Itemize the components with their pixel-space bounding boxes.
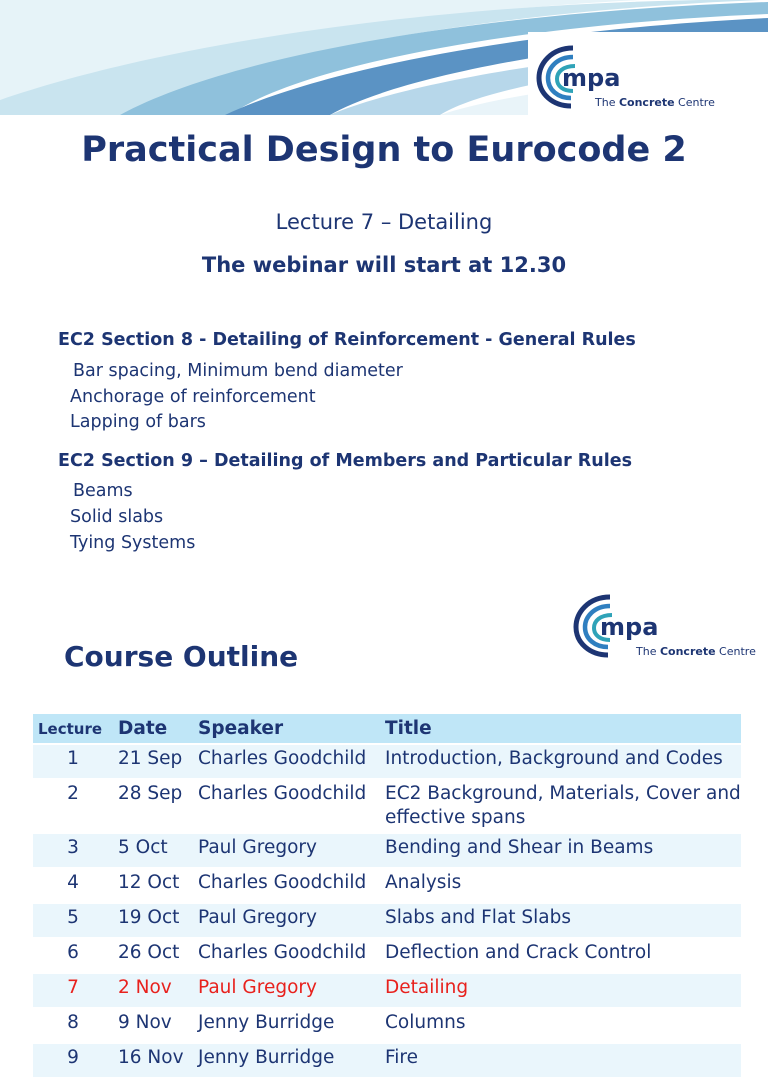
section-item: Beams [73, 481, 133, 501]
table-cell: 7 [33, 974, 113, 1007]
table-cell: 9 [33, 1044, 113, 1077]
logo-tagline: The Concrete Centre [595, 96, 715, 109]
table-cell: 8 [33, 1009, 113, 1042]
table-cell: 2 [33, 780, 113, 832]
table-row [33, 1044, 741, 1077]
table-cell: 9 Nov [113, 1009, 193, 1042]
table-header-row [33, 714, 741, 743]
table-cell: 12 Oct [113, 869, 193, 902]
slide-title: Practical Design to Eurocode 2 [81, 130, 687, 170]
table-cell: Charles Goodchild [193, 745, 380, 778]
table-cell: 1 [33, 745, 113, 778]
table-cell: 4 [33, 869, 113, 902]
table-cell: 16 Nov [113, 1044, 193, 1077]
table-cell: Charles Goodchild [193, 869, 380, 902]
section-item: Tying Systems [70, 533, 196, 553]
logo-brand: mpa [600, 613, 659, 641]
table-cell: Slabs and Flat Slabs [380, 904, 741, 937]
table-cell: Paul Gregory [193, 834, 380, 867]
table-row [33, 834, 741, 867]
table-cell: 5 [33, 904, 113, 937]
table-cell: 5 Oct [113, 834, 193, 867]
table-row [33, 780, 741, 832]
table-cell: 21 Sep [113, 745, 193, 778]
table-row [33, 939, 741, 972]
column-header: Date [113, 714, 193, 743]
table-cell: 3 [33, 834, 113, 867]
table-cell: Paul Gregory [193, 974, 380, 1007]
section-item: Lapping of bars [70, 412, 206, 432]
table-row [33, 745, 741, 778]
column-header: Speaker [193, 714, 380, 743]
lecture-subtitle: Lecture 7 – Detailing [275, 210, 493, 234]
table-cell: Analysis [380, 869, 741, 902]
mpa-logo [574, 593, 764, 663]
table-cell: Columns [380, 1009, 741, 1042]
table-cell: Deflection and Crack Control [380, 939, 741, 972]
table-cell: Jenny Burridge [193, 1009, 380, 1042]
section-item: Anchorage of reinforcement [70, 387, 316, 407]
table-row [33, 904, 741, 937]
logo-brand: mpa [562, 64, 621, 92]
table-cell: Paul Gregory [193, 904, 380, 937]
section-item: Solid slabs [70, 507, 164, 527]
table-cell: Jenny Burridge [193, 1044, 380, 1077]
table-cell: Bending and Shear in Beams [380, 834, 741, 867]
table-cell: EC2 Background, Materials, Cover and effective spans [380, 780, 741, 832]
course-outline-table [33, 712, 741, 1079]
table-row [33, 974, 741, 1007]
section-item: Bar spacing, Minimum bend diameter [73, 361, 403, 381]
table-cell: Charles Goodchild [193, 939, 380, 972]
table-cell: Detailing [380, 974, 741, 1007]
section-heading: EC2 Section 9 – Detailing of Members and Particular Rules [58, 451, 633, 471]
table-cell: 6 [33, 939, 113, 972]
table-row [33, 869, 741, 902]
mpa-logo [537, 44, 757, 114]
logo-tagline: The Concrete Centre [636, 645, 756, 658]
table-cell: 2 Nov [113, 974, 193, 1007]
table-cell: Fire [380, 1044, 741, 1077]
column-header: Title [380, 714, 741, 743]
slide-title: Course Outline [64, 640, 299, 673]
webinar-notice: The webinar will start at 12.30 [201, 253, 567, 277]
table-row [33, 1009, 741, 1042]
table-cell: 19 Oct [113, 904, 193, 937]
table-cell: Introduction, Background and Codes [380, 745, 741, 778]
table-cell: 26 Oct [113, 939, 193, 972]
table-cell: Charles Goodchild [193, 780, 380, 832]
course-outline-slide [0, 575, 768, 1068]
column-header: Lecture [33, 714, 113, 743]
table-cell: 28 Sep [113, 780, 193, 832]
section-heading: EC2 Section 8 - Detailing of Reinforcement - General Rules [58, 330, 636, 350]
